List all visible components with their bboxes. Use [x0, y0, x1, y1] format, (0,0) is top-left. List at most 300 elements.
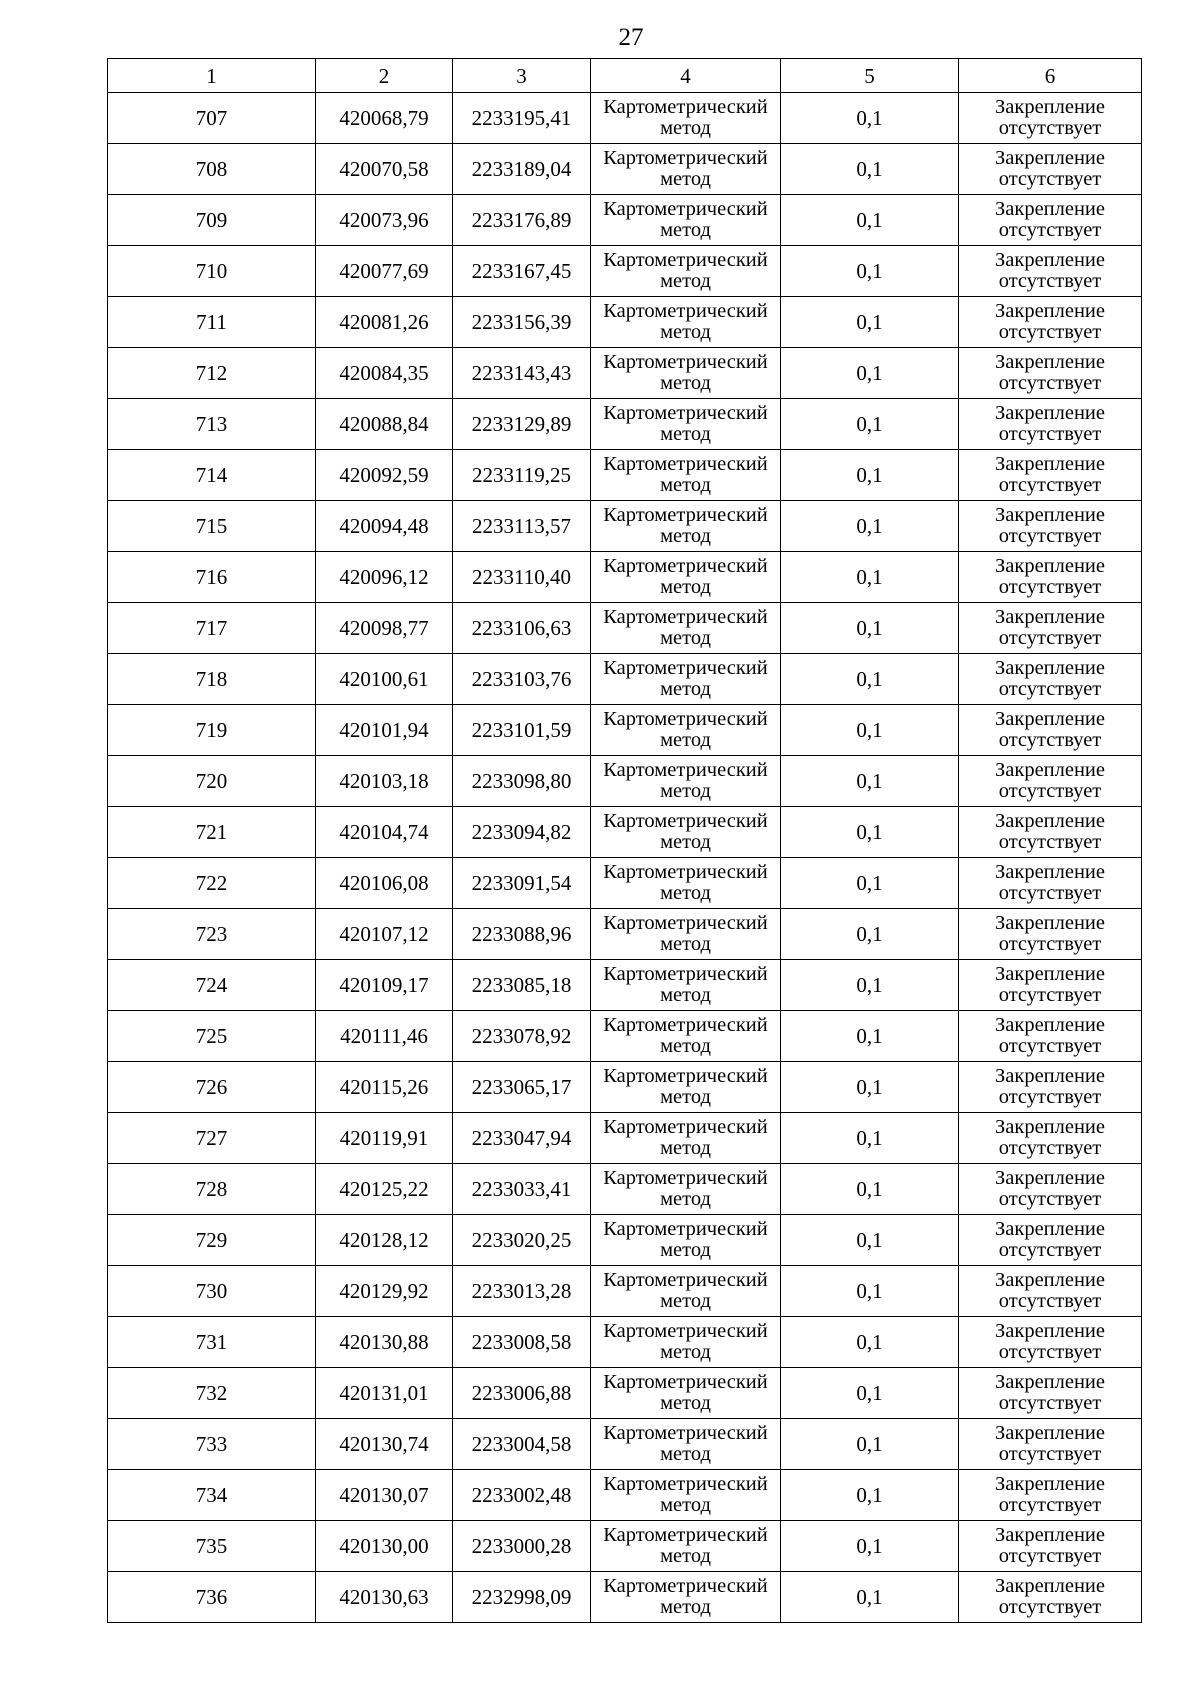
- fixing-line: отсутствует: [998, 576, 1102, 598]
- method-line: метод: [660, 423, 711, 445]
- method-line: метод: [660, 1392, 711, 1414]
- coordinate-y-cell: 2233106,63: [453, 603, 591, 654]
- fixing-line: отсутствует: [998, 1596, 1102, 1618]
- point-number-cell: 717: [108, 603, 316, 654]
- coordinate-y-cell: 2233047,94: [453, 1113, 591, 1164]
- method-cell: [591, 1521, 781, 1572]
- fixing-cell: [959, 1317, 1142, 1368]
- coordinate-x-cell: 420130,07: [316, 1470, 453, 1521]
- accuracy-cell: 0,1: [781, 552, 959, 603]
- table-row: [108, 1164, 1142, 1215]
- point-number-cell: 715: [108, 501, 316, 552]
- table-row: [108, 501, 1142, 552]
- coordinate-y-cell: 2233098,80: [453, 756, 591, 807]
- method-line: метод: [660, 1239, 711, 1261]
- table-row: [108, 807, 1142, 858]
- accuracy-cell: 0,1: [781, 399, 959, 450]
- coordinate-x-cell: 420106,08: [316, 858, 453, 909]
- accuracy-cell: 0,1: [781, 909, 959, 960]
- method-line: Картометрический: [603, 1473, 768, 1495]
- coordinate-y-cell: 2233013,28: [453, 1266, 591, 1317]
- method-cell: [591, 144, 781, 195]
- fixing-line: Закрепление: [994, 1014, 1106, 1036]
- fixing-cell: [959, 1266, 1142, 1317]
- fixing-cell: [959, 756, 1142, 807]
- accuracy-cell: 0,1: [781, 195, 959, 246]
- coordinate-y-cell: 2233085,18: [453, 960, 591, 1011]
- method-cell: [591, 501, 781, 552]
- fixing-cell: [959, 705, 1142, 756]
- coordinate-y-cell: 2233113,57: [453, 501, 591, 552]
- fixing-line: Закрепление: [994, 504, 1106, 526]
- fixing-cell: [959, 1419, 1142, 1470]
- fixing-line: отсутствует: [998, 831, 1102, 853]
- method-line: Картометрический: [603, 912, 768, 934]
- fixing-line: Закрепление: [994, 963, 1106, 985]
- method-line: метод: [660, 372, 711, 394]
- column-header: 6: [959, 59, 1142, 93]
- accuracy-cell: 0,1: [781, 1470, 959, 1521]
- method-line: метод: [660, 1596, 711, 1618]
- method-line: метод: [660, 678, 711, 700]
- table-row: [108, 195, 1142, 246]
- accuracy-cell: 0,1: [781, 450, 959, 501]
- fixing-line: Закрепление: [994, 810, 1106, 832]
- column-header: 4: [591, 59, 781, 93]
- accuracy-cell: 0,1: [781, 297, 959, 348]
- method-line: метод: [660, 1494, 711, 1516]
- coordinate-y-cell: 2233101,59: [453, 705, 591, 756]
- coordinate-x-cell: 420130,63: [316, 1572, 453, 1623]
- point-number-cell: 728: [108, 1164, 316, 1215]
- fixing-line: Закрепление: [994, 708, 1106, 730]
- fixing-cell: [959, 450, 1142, 501]
- fixing-line: отсутствует: [998, 882, 1102, 904]
- accuracy-cell: 0,1: [781, 705, 959, 756]
- method-line: Картометрический: [603, 1014, 768, 1036]
- table-row: [108, 960, 1142, 1011]
- method-cell: [591, 552, 781, 603]
- method-line: Картометрический: [603, 504, 768, 526]
- fixing-line: отсутствует: [998, 168, 1102, 190]
- table-row: [108, 399, 1142, 450]
- table-row: [108, 1215, 1142, 1266]
- table-row: [108, 144, 1142, 195]
- method-line: метод: [660, 1188, 711, 1210]
- table-row: [108, 1572, 1142, 1623]
- coordinate-y-cell: 2233094,82: [453, 807, 591, 858]
- coordinate-y-cell: 2233006,88: [453, 1368, 591, 1419]
- accuracy-cell: 0,1: [781, 1572, 959, 1623]
- method-cell: [591, 1062, 781, 1113]
- column-header: 3: [453, 59, 591, 93]
- accuracy-cell: 0,1: [781, 654, 959, 705]
- fixing-line: Закрепление: [994, 1167, 1106, 1189]
- fixing-line: Закрепление: [994, 1473, 1106, 1495]
- fixing-line: Закрепление: [994, 351, 1106, 373]
- method-line: метод: [660, 1443, 711, 1465]
- method-line: Картометрический: [603, 249, 768, 271]
- coordinate-y-cell: 2233176,89: [453, 195, 591, 246]
- fixing-cell: [959, 1521, 1142, 1572]
- method-line: метод: [660, 1086, 711, 1108]
- point-number-cell: 707: [108, 93, 316, 144]
- coordinate-x-cell: 420109,17: [316, 960, 453, 1011]
- method-cell: [591, 450, 781, 501]
- point-number-cell: 720: [108, 756, 316, 807]
- method-line: Картометрический: [603, 351, 768, 373]
- coordinate-x-cell: 420081,26: [316, 297, 453, 348]
- fixing-cell: [959, 195, 1142, 246]
- method-cell: [591, 1164, 781, 1215]
- fixing-line: отсутствует: [998, 678, 1102, 700]
- method-cell: [591, 603, 781, 654]
- fixing-line: отсутствует: [998, 321, 1102, 343]
- table-row: [108, 654, 1142, 705]
- coordinate-y-cell: 2233065,17: [453, 1062, 591, 1113]
- point-number-cell: 716: [108, 552, 316, 603]
- fixing-line: отсутствует: [998, 219, 1102, 241]
- method-line: Картометрический: [603, 1167, 768, 1189]
- method-line: метод: [660, 270, 711, 292]
- accuracy-cell: 0,1: [781, 807, 959, 858]
- coordinate-y-cell: 2233078,92: [453, 1011, 591, 1062]
- coordinate-x-cell: 420094,48: [316, 501, 453, 552]
- fixing-line: отсутствует: [998, 780, 1102, 802]
- point-number-cell: 730: [108, 1266, 316, 1317]
- accuracy-cell: 0,1: [781, 858, 959, 909]
- fixing-line: отсутствует: [998, 474, 1102, 496]
- coordinate-x-cell: 420115,26: [316, 1062, 453, 1113]
- method-cell: [591, 1113, 781, 1164]
- coordinate-y-cell: 2233129,89: [453, 399, 591, 450]
- point-number-cell: 733: [108, 1419, 316, 1470]
- table-row: [108, 858, 1142, 909]
- fixing-line: отсутствует: [998, 372, 1102, 394]
- method-cell: [591, 909, 781, 960]
- fixing-cell: [959, 1062, 1142, 1113]
- method-cell: [591, 195, 781, 246]
- point-number-cell: 727: [108, 1113, 316, 1164]
- accuracy-cell: 0,1: [781, 756, 959, 807]
- table-row: [108, 1419, 1142, 1470]
- coordinate-x-cell: 420084,35: [316, 348, 453, 399]
- method-line: Картометрический: [603, 1575, 768, 1597]
- method-line: Картометрический: [603, 1065, 768, 1087]
- coordinate-y-cell: 2233020,25: [453, 1215, 591, 1266]
- coordinate-x-cell: 420128,12: [316, 1215, 453, 1266]
- fixing-cell: [959, 246, 1142, 297]
- coordinate-x-cell: 420130,88: [316, 1317, 453, 1368]
- point-number-cell: 731: [108, 1317, 316, 1368]
- method-line: Картометрический: [603, 1269, 768, 1291]
- fixing-line: Закрепление: [994, 1371, 1106, 1393]
- table-header-row: [108, 59, 1142, 93]
- fixing-cell: [959, 603, 1142, 654]
- fixing-line: Закрепление: [994, 1218, 1106, 1240]
- point-number-cell: 710: [108, 246, 316, 297]
- fixing-line: Закрепление: [994, 1524, 1106, 1546]
- fixing-line: Закрепление: [994, 606, 1106, 628]
- method-line: Картометрический: [603, 198, 768, 220]
- fixing-line: Закрепление: [994, 759, 1106, 781]
- method-cell: [591, 705, 781, 756]
- table-row: [108, 756, 1142, 807]
- method-line: Картометрический: [603, 1371, 768, 1393]
- point-number-cell: 725: [108, 1011, 316, 1062]
- accuracy-cell: 0,1: [781, 1266, 959, 1317]
- accuracy-cell: 0,1: [781, 1419, 959, 1470]
- method-cell: [591, 960, 781, 1011]
- method-line: Картометрический: [603, 759, 768, 781]
- point-number-cell: 724: [108, 960, 316, 1011]
- fixing-cell: [959, 909, 1142, 960]
- method-line: метод: [660, 219, 711, 241]
- method-line: Картометрический: [603, 96, 768, 118]
- point-number-cell: 719: [108, 705, 316, 756]
- coordinate-x-cell: 420068,79: [316, 93, 453, 144]
- coordinate-y-cell: 2233033,41: [453, 1164, 591, 1215]
- fixing-line: отсутствует: [998, 1494, 1102, 1516]
- method-line: Картометрический: [603, 708, 768, 730]
- fixing-line: отсутствует: [998, 270, 1102, 292]
- fixing-line: отсутствует: [998, 729, 1102, 751]
- fixing-cell: [959, 348, 1142, 399]
- method-line: Картометрический: [603, 1218, 768, 1240]
- method-line: метод: [660, 525, 711, 547]
- point-number-cell: 713: [108, 399, 316, 450]
- fixing-line: Закрепление: [994, 198, 1106, 220]
- method-line: метод: [660, 474, 711, 496]
- table-row: [108, 1521, 1142, 1572]
- accuracy-cell: 0,1: [781, 1164, 959, 1215]
- method-cell: [591, 1266, 781, 1317]
- table-row: [108, 1113, 1142, 1164]
- fixing-line: отсутствует: [998, 1290, 1102, 1312]
- coordinate-y-cell: 2233004,58: [453, 1419, 591, 1470]
- fixing-cell: [959, 858, 1142, 909]
- method-line: Картометрический: [603, 1116, 768, 1138]
- method-line: Картометрический: [603, 606, 768, 628]
- point-number-cell: 709: [108, 195, 316, 246]
- point-number-cell: 721: [108, 807, 316, 858]
- table-row: [108, 246, 1142, 297]
- table-row: [108, 603, 1142, 654]
- fixing-line: Закрепление: [994, 1575, 1106, 1597]
- coordinate-x-cell: 420131,01: [316, 1368, 453, 1419]
- fixing-cell: [959, 501, 1142, 552]
- coordinate-y-cell: 2233000,28: [453, 1521, 591, 1572]
- accuracy-cell: 0,1: [781, 1317, 959, 1368]
- fixing-line: отсутствует: [998, 1545, 1102, 1567]
- fixing-line: Закрепление: [994, 657, 1106, 679]
- accuracy-cell: 0,1: [781, 93, 959, 144]
- accuracy-cell: 0,1: [781, 1521, 959, 1572]
- coordinate-y-cell: 2232998,09: [453, 1572, 591, 1623]
- table-row: [108, 1317, 1142, 1368]
- coordinate-y-cell: 2233110,40: [453, 552, 591, 603]
- coordinate-y-cell: 2233008,58: [453, 1317, 591, 1368]
- fixing-line: Закрепление: [994, 1422, 1106, 1444]
- method-line: Картометрический: [603, 1524, 768, 1546]
- coordinate-y-cell: 2233103,76: [453, 654, 591, 705]
- point-number-cell: 734: [108, 1470, 316, 1521]
- coordinate-x-cell: 420077,69: [316, 246, 453, 297]
- fixing-line: Закрепление: [994, 912, 1106, 934]
- fixing-line: Закрепление: [994, 300, 1106, 322]
- point-number-cell: 723: [108, 909, 316, 960]
- coordinate-y-cell: 2233195,41: [453, 93, 591, 144]
- point-number-cell: 729: [108, 1215, 316, 1266]
- fixing-cell: [959, 807, 1142, 858]
- method-line: метод: [660, 831, 711, 853]
- accuracy-cell: 0,1: [781, 348, 959, 399]
- fixing-cell: [959, 399, 1142, 450]
- method-cell: [591, 246, 781, 297]
- coordinates-table: [107, 58, 1142, 1623]
- method-line: Картометрический: [603, 300, 768, 322]
- table-row: [108, 450, 1142, 501]
- table-row: [108, 552, 1142, 603]
- fixing-cell: [959, 1572, 1142, 1623]
- fixing-line: Закрепление: [994, 861, 1106, 883]
- method-line: Картометрический: [603, 963, 768, 985]
- fixing-line: Закрепление: [994, 1065, 1106, 1087]
- fixing-line: отсутствует: [998, 1086, 1102, 1108]
- table-row: [108, 1470, 1142, 1521]
- coordinate-x-cell: 420104,74: [316, 807, 453, 858]
- fixing-cell: [959, 960, 1142, 1011]
- fixing-cell: [959, 144, 1142, 195]
- method-cell: [591, 1470, 781, 1521]
- point-number-cell: 714: [108, 450, 316, 501]
- coordinate-x-cell: 420073,96: [316, 195, 453, 246]
- method-cell: [591, 654, 781, 705]
- method-cell: [591, 93, 781, 144]
- method-cell: [591, 348, 781, 399]
- point-number-cell: 726: [108, 1062, 316, 1113]
- coordinate-x-cell: 420096,12: [316, 552, 453, 603]
- coordinate-x-cell: 420130,00: [316, 1521, 453, 1572]
- method-line: метод: [660, 1035, 711, 1057]
- fixing-cell: [959, 1215, 1142, 1266]
- method-line: Картометрический: [603, 402, 768, 424]
- column-header: 2: [316, 59, 453, 93]
- method-line: Картометрический: [603, 1320, 768, 1342]
- coordinate-x-cell: 420088,84: [316, 399, 453, 450]
- method-cell: [591, 297, 781, 348]
- fixing-cell: [959, 1470, 1142, 1521]
- fixing-line: отсутствует: [998, 627, 1102, 649]
- accuracy-cell: 0,1: [781, 1113, 959, 1164]
- method-cell: [591, 756, 781, 807]
- method-line: Картометрический: [603, 657, 768, 679]
- fixing-line: отсутствует: [998, 1137, 1102, 1159]
- table-row: [108, 1266, 1142, 1317]
- accuracy-cell: 0,1: [781, 1368, 959, 1419]
- method-line: Картометрический: [603, 1422, 768, 1444]
- coordinate-x-cell: 420092,59: [316, 450, 453, 501]
- coordinate-x-cell: 420070,58: [316, 144, 453, 195]
- fixing-line: Закрепление: [994, 1269, 1106, 1291]
- coordinate-x-cell: 420130,74: [316, 1419, 453, 1470]
- table-row: [108, 1011, 1142, 1062]
- fixing-cell: [959, 654, 1142, 705]
- accuracy-cell: 0,1: [781, 144, 959, 195]
- coordinate-y-cell: 2233189,04: [453, 144, 591, 195]
- coordinate-x-cell: 420103,18: [316, 756, 453, 807]
- method-line: Картометрический: [603, 555, 768, 577]
- fixing-line: Закрепление: [994, 555, 1106, 577]
- table-row: [108, 1062, 1142, 1113]
- fixing-line: отсутствует: [998, 984, 1102, 1006]
- method-cell: [591, 1215, 781, 1266]
- fixing-cell: [959, 93, 1142, 144]
- coordinate-x-cell: 420119,91: [316, 1113, 453, 1164]
- table-row: [108, 348, 1142, 399]
- method-cell: [591, 399, 781, 450]
- method-line: Картометрический: [603, 147, 768, 169]
- accuracy-cell: 0,1: [781, 501, 959, 552]
- coordinate-y-cell: 2233091,54: [453, 858, 591, 909]
- method-line: метод: [660, 117, 711, 139]
- point-number-cell: 736: [108, 1572, 316, 1623]
- fixing-line: отсутствует: [998, 1392, 1102, 1414]
- method-line: метод: [660, 1341, 711, 1363]
- method-line: метод: [660, 882, 711, 904]
- fixing-line: отсутствует: [998, 117, 1102, 139]
- method-cell: [591, 807, 781, 858]
- fixing-line: Закрепление: [994, 402, 1106, 424]
- method-line: метод: [660, 321, 711, 343]
- point-number-cell: 712: [108, 348, 316, 399]
- fixing-cell: [959, 1113, 1142, 1164]
- point-number-cell: 735: [108, 1521, 316, 1572]
- fixing-line: отсутствует: [998, 1443, 1102, 1465]
- coordinate-y-cell: 2233088,96: [453, 909, 591, 960]
- method-cell: [591, 1572, 781, 1623]
- page-number: 27: [618, 24, 644, 51]
- fixing-cell: [959, 297, 1142, 348]
- accuracy-cell: 0,1: [781, 246, 959, 297]
- method-cell: [591, 1011, 781, 1062]
- fixing-line: отсутствует: [998, 933, 1102, 955]
- coordinate-x-cell: 420100,61: [316, 654, 453, 705]
- fixing-line: Закрепление: [994, 1320, 1106, 1342]
- table-row: [108, 909, 1142, 960]
- method-cell: [591, 1419, 781, 1470]
- point-number-cell: 732: [108, 1368, 316, 1419]
- coordinate-x-cell: 420125,22: [316, 1164, 453, 1215]
- method-cell: [591, 1368, 781, 1419]
- method-line: метод: [660, 576, 711, 598]
- coordinate-x-cell: 420111,46: [316, 1011, 453, 1062]
- fixing-line: отсутствует: [998, 1035, 1102, 1057]
- method-line: метод: [660, 168, 711, 190]
- accuracy-cell: 0,1: [781, 1215, 959, 1266]
- coordinate-y-cell: 2233119,25: [453, 450, 591, 501]
- fixing-cell: [959, 1011, 1142, 1062]
- fixing-line: Закрепление: [994, 249, 1106, 271]
- method-line: метод: [660, 627, 711, 649]
- method-line: метод: [660, 984, 711, 1006]
- method-cell: [591, 858, 781, 909]
- table-row: [108, 297, 1142, 348]
- coordinate-x-cell: 420129,92: [316, 1266, 453, 1317]
- method-line: метод: [660, 933, 711, 955]
- accuracy-cell: 0,1: [781, 960, 959, 1011]
- accuracy-cell: 0,1: [781, 603, 959, 654]
